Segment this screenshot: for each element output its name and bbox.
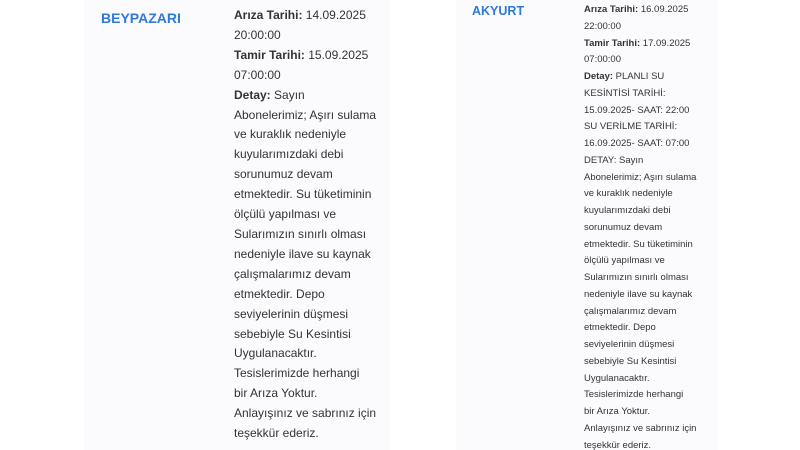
detail-line: [584, 119, 702, 136]
field-text: 16.09.2025- SAAT: 07:00: [584, 138, 690, 149]
field-text: 15.09.2025- SAAT: 22:00: [584, 104, 690, 116]
detail-line: [234, 225, 374, 245]
field-text: Sularımızın sınırlı olması: [584, 272, 689, 283]
detail-line: [234, 165, 374, 185]
field-label: Tamir Tarihi:: [234, 47, 305, 62]
field-label: Arıza Tarihi:: [234, 8, 303, 22]
field-text: etmektedir. Depo: [234, 286, 325, 301]
field-text: ölçülü yapılması ve: [584, 255, 665, 267]
detail-line: [584, 337, 702, 354]
field-text: seviyelerinin düşmesi: [584, 339, 675, 350]
field-label: Detay:: [584, 71, 614, 82]
field-text: DETAY: Sayın: [584, 154, 644, 166]
detail-line: [584, 52, 702, 69]
detail-line: [234, 66, 374, 86]
detail-line: [234, 185, 374, 205]
detail-line: [234, 125, 374, 145]
field-text: teşekkür ederiz.: [584, 439, 652, 450]
field-text: PLANLI SU: [613, 71, 665, 82]
field-text: KESİNTİSİ TARİHİ:: [584, 87, 666, 99]
field-text: 22:00:00: [584, 20, 621, 32]
outage-card-akyurt: [456, 0, 718, 450]
field-text: 16.09.2025: [638, 4, 689, 15]
detail-line: [584, 304, 702, 321]
detail-line: [234, 145, 374, 165]
field-text: Tesislerimizde herhangi: [584, 389, 684, 401]
detail-line: [584, 387, 702, 404]
detail-line: [584, 69, 702, 86]
detail-line: [584, 220, 702, 237]
detail-line: [234, 46, 374, 66]
field-text: teşekkür ederiz.: [234, 426, 319, 441]
detail-line: [234, 285, 374, 305]
field-text: nedeniyle ilave su kaynak: [234, 246, 371, 261]
field-text: nedeniyle ilave su kaynak: [584, 288, 693, 300]
detail-line: [584, 371, 702, 388]
detail-line: [234, 384, 374, 404]
detail-line: [234, 344, 374, 364]
detail-line: [584, 421, 702, 438]
field-text: bir Arıza Yoktur.: [234, 386, 318, 401]
detail-line: [234, 205, 374, 225]
detail-line: [584, 2, 702, 19]
detail-line: [584, 438, 702, 450]
field-text: bir Arıza Yoktur.: [584, 406, 651, 417]
field-text: Uygulanacaktır.: [584, 372, 650, 384]
detail-line: [584, 404, 702, 421]
detail-line: [584, 253, 702, 270]
field-text: çalışmalarımız devam: [234, 266, 351, 281]
detail-line: [584, 153, 702, 170]
detail-line: [584, 170, 702, 187]
field-text: çalışmalarımız devam: [584, 305, 677, 317]
detail-line: [584, 203, 702, 220]
field-text: etmektedir. Su tüketiminin: [234, 187, 372, 202]
field-text: 15.09.2025: [304, 47, 369, 62]
detail-line: [234, 305, 374, 325]
field-text: Uygulanacaktır.: [234, 346, 317, 361]
field-text: sebebiyle Su Kesintisi: [584, 355, 677, 367]
field-text: 17.09.2025: [640, 37, 691, 49]
field-text: Abonelerimiz; Aşırı sulama: [584, 171, 697, 183]
detail-line: [584, 19, 702, 36]
field-text: ve kuraklık nedeniyle: [234, 127, 347, 142]
field-text: Anlayışınız ve sabrınız için: [584, 422, 697, 434]
field-text: sorunumuz devam: [584, 221, 663, 233]
field-text: sebebiyle Su Kesintisi: [234, 326, 351, 341]
detail-line: [234, 404, 377, 424]
field-text: 14.09.2025: [302, 8, 366, 22]
field-text: 07:00:00: [584, 54, 621, 66]
outage-card-beypazari: [84, 0, 390, 450]
detail-line: [234, 325, 374, 345]
field-text: Anlayışınız ve sabrınız için: [234, 406, 377, 421]
detail-line: [234, 6, 374, 26]
detail-line: [234, 245, 374, 265]
field-label: Detay:: [234, 87, 271, 102]
field-text: 20:00:00: [234, 27, 281, 42]
detail-line: [584, 287, 702, 304]
field-text: kuyularımızdaki debi: [584, 205, 671, 216]
detail-line: [584, 320, 702, 337]
detail-line: [584, 186, 702, 203]
field-text: etmektedir. Su tüketiminin: [584, 238, 693, 250]
district-name: BEYPAZARI: [101, 10, 181, 26]
field-text: SU VERİLME TARİHİ:: [584, 121, 678, 133]
detail-line: [234, 265, 374, 285]
detail-line: [234, 86, 374, 106]
detail-line: [234, 106, 377, 126]
field-text: etmektedir. Depo: [584, 322, 656, 334]
detail-line: [584, 354, 702, 371]
detail-line: [234, 26, 374, 46]
field-text: Sularımızın sınırlı olması: [234, 226, 367, 241]
outage-details: [234, 6, 377, 444]
field-text: sorunumuz devam: [234, 167, 333, 182]
detail-line: [584, 103, 702, 120]
field-text: Abonelerimiz; Aşırı sulama: [234, 107, 377, 122]
field-text: 07:00:00: [234, 67, 281, 82]
detail-line: [584, 36, 702, 53]
detail-line: [584, 270, 702, 287]
detail-line: [234, 424, 374, 444]
outage-details: [584, 2, 702, 450]
field-text: ve kuraklık nedeniyle: [584, 188, 673, 200]
detail-line: [584, 237, 702, 254]
field-text: seviyelerinin düşmesi: [234, 306, 349, 321]
field-text: Tesislerimizde herhangi: [234, 366, 360, 381]
detail-line: [584, 86, 702, 103]
field-text: kuyularımızdaki debi: [234, 147, 344, 162]
detail-line: [234, 364, 374, 384]
field-label: Arıza Tarihi:: [584, 4, 639, 15]
district-name: AKYURT: [472, 4, 525, 18]
detail-line: [584, 136, 702, 153]
field-text: ölçülü yapılması ve: [234, 207, 337, 222]
field-text: Sayın: [270, 87, 305, 102]
field-label: Tamir Tarihi:: [584, 37, 641, 49]
